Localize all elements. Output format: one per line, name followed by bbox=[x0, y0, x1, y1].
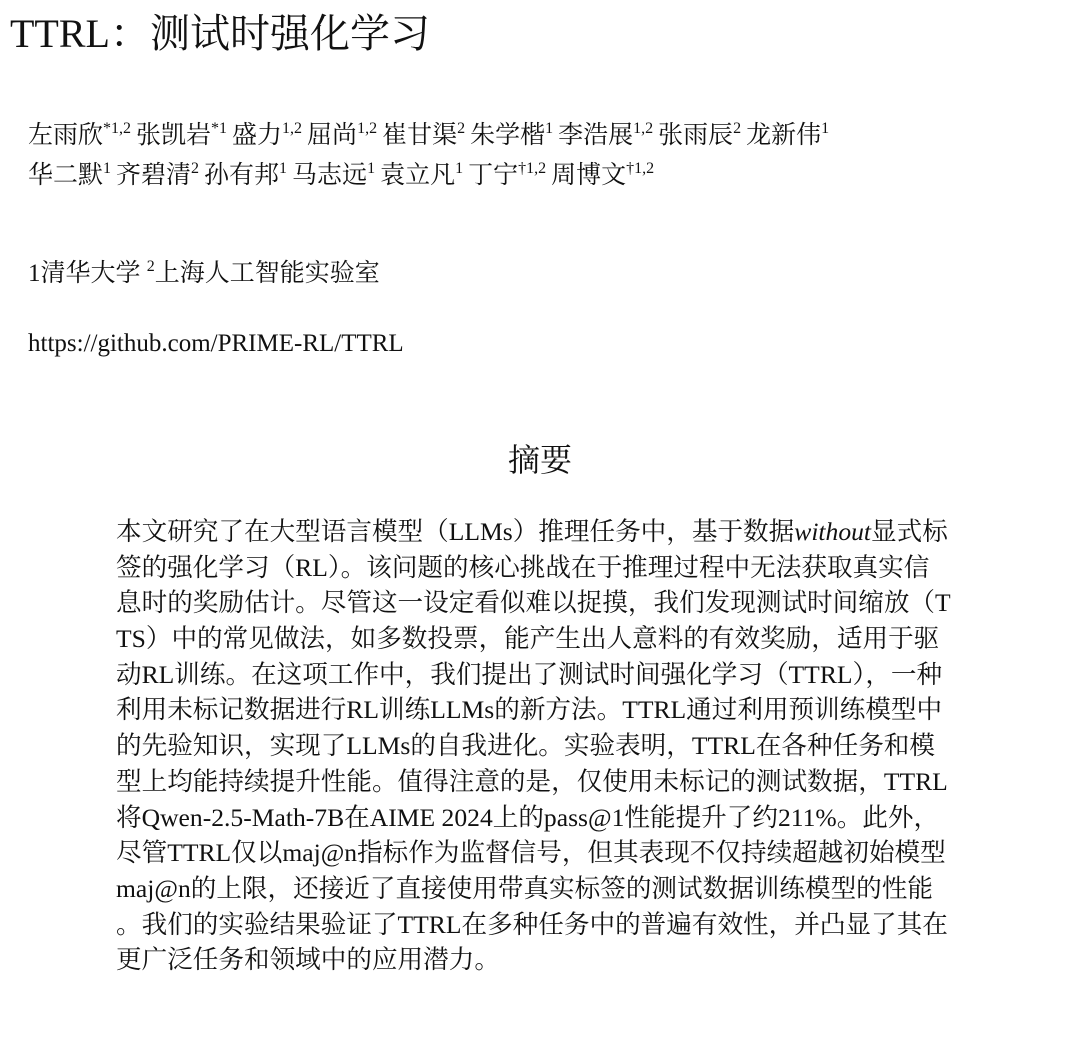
author-affiliation-marker: 1 bbox=[545, 120, 554, 137]
abstract-line bbox=[116, 692, 1060, 728]
abstract-text: 动RL训练。在这项工作中，我们提出了测试时间强化学习（TTRL），一种 bbox=[116, 659, 943, 689]
abstract-text: 更广泛任务和领域中的应用潜力。 bbox=[116, 945, 500, 975]
author bbox=[136, 122, 227, 149]
abstract-line bbox=[116, 871, 1060, 907]
abstract-line bbox=[116, 728, 1060, 764]
repository-link[interactable]: https://github.com/PRIME-RL/TTRL bbox=[28, 330, 404, 357]
author-name: 张凯岩 bbox=[136, 122, 212, 149]
paper-title: TTRL：测试时强化学习 bbox=[10, 11, 430, 56]
affiliation-1-label: 1 bbox=[28, 260, 41, 287]
abstract-line bbox=[116, 657, 1060, 693]
author bbox=[470, 122, 553, 149]
author bbox=[28, 122, 131, 149]
abstract-text: 型上均能持续提升性能。值得注意的是，仅使用未标记的测试数据，TTRL bbox=[116, 766, 948, 796]
author bbox=[292, 162, 375, 189]
author bbox=[746, 122, 829, 149]
abstract-text: 。我们的实验结果验证了TTRL在多种任务中的普遍有效性，并凸显了其在 bbox=[116, 909, 948, 939]
author-name: 齐碧清 bbox=[116, 162, 192, 189]
author-name: 华二默 bbox=[28, 162, 104, 189]
author-name: 丁宁 bbox=[468, 162, 519, 189]
author bbox=[204, 162, 287, 189]
author-name: 屈尚 bbox=[307, 122, 358, 149]
abstract-text: 将Qwen-2.5-Math-7B在AIME 2024上的pass@1性能提升了约211%。此外， bbox=[116, 802, 940, 832]
author bbox=[232, 122, 302, 149]
author-name: 龙新伟 bbox=[746, 122, 822, 149]
author bbox=[551, 162, 654, 189]
author-affiliation-marker: 2 bbox=[191, 160, 200, 177]
author-name: 马志远 bbox=[292, 162, 368, 189]
abstract-body bbox=[116, 514, 1060, 978]
author-affiliation-marker: *1 bbox=[211, 120, 228, 137]
author-list bbox=[28, 116, 1068, 196]
author-name: 李浩展 bbox=[558, 122, 634, 149]
affiliation-1-name: 清华大学 bbox=[40, 260, 147, 287]
abstract-line bbox=[116, 550, 1060, 586]
abstract-text: 利用未标记数据进行RL训练LLMs的新方法。TTRL通过利用预训练模型中 bbox=[116, 695, 943, 725]
author-affiliation-marker: 1,2 bbox=[633, 120, 654, 137]
author bbox=[380, 162, 463, 189]
author-name: 张雨辰 bbox=[658, 122, 734, 149]
author-name: 袁立凡 bbox=[380, 162, 456, 189]
author-affiliation-marker: 1,2 bbox=[282, 120, 303, 137]
author-affiliation-marker: 2 bbox=[733, 120, 742, 137]
abstract-text: 的先验知识，实现了LLMs的自我进化。实验表明，TTRL在各种任务和模 bbox=[116, 731, 935, 761]
abstract-line bbox=[116, 585, 1060, 621]
affiliation-2-name: 上海人工智能实验室 bbox=[154, 260, 380, 287]
abstract-line bbox=[116, 514, 1060, 550]
author bbox=[307, 122, 377, 149]
abstract-text: 签的强化学习（RL）。该问题的核心挑战在于推理过程中无法获取真实信 bbox=[116, 552, 930, 582]
abstract-text: 尽管TTRL仅以maj@n指标作为监督信号，但其表现不仅持续超越初始模型 bbox=[116, 838, 946, 868]
author-affiliation-marker: 2 bbox=[457, 120, 466, 137]
affiliation-2-label: 2 bbox=[146, 258, 155, 275]
author bbox=[558, 122, 653, 149]
abstract-line bbox=[116, 621, 1060, 657]
abstract-italic-term: without bbox=[794, 517, 872, 546]
author-name: 朱学楷 bbox=[470, 122, 546, 149]
abstract-line bbox=[116, 942, 1060, 978]
author-affiliation-marker: 1 bbox=[821, 120, 830, 137]
author-affiliation-marker: 1 bbox=[455, 160, 464, 177]
abstract-text: maj@n的上限，还接近了直接使用带真实标签的测试数据训练模型的性能 bbox=[116, 873, 933, 903]
author-affiliation-marker: 1 bbox=[103, 160, 112, 177]
author-name: 盛力 bbox=[232, 122, 283, 149]
author-line bbox=[28, 116, 1068, 156]
author-affiliation-marker: 1,2 bbox=[357, 120, 378, 137]
author-name: 周博文 bbox=[551, 162, 627, 189]
author-affiliation-marker: †1,2 bbox=[626, 160, 655, 177]
abstract-heading: 摘要 bbox=[507, 442, 572, 478]
author-name: 崔甘渠 bbox=[382, 122, 458, 149]
abstract-text: 本文研究了在大型语言模型（LLMs）推理任务中，基于数据 bbox=[116, 517, 795, 546]
author-name: 左雨欣 bbox=[28, 122, 104, 149]
author bbox=[116, 162, 199, 189]
author-affiliation-marker: *1,2 bbox=[103, 120, 132, 137]
affiliations bbox=[28, 256, 380, 292]
abstract-line bbox=[116, 907, 1060, 943]
author-affiliation-marker: †1,2 bbox=[518, 160, 547, 177]
author bbox=[382, 122, 465, 149]
abstract-text: TS）中的常见做法，如多数投票，能产生出人意料的有效奖励，适用于驱 bbox=[116, 624, 940, 654]
author bbox=[658, 122, 741, 149]
author bbox=[28, 162, 111, 189]
author-affiliation-marker: 1 bbox=[367, 160, 376, 177]
abstract-line bbox=[116, 764, 1060, 800]
abstract-line bbox=[116, 800, 1060, 836]
abstract-text: 息时的奖励估计。尽管这一设定看似难以捉摸，我们发现测试时间缩放（T bbox=[116, 588, 951, 618]
author bbox=[468, 162, 546, 189]
author-affiliation-marker: 1 bbox=[279, 160, 288, 177]
author-line bbox=[28, 156, 1068, 196]
abstract-text: 显式标 bbox=[871, 517, 948, 546]
abstract-line bbox=[116, 835, 1060, 871]
author-name: 孙有邦 bbox=[204, 162, 280, 189]
